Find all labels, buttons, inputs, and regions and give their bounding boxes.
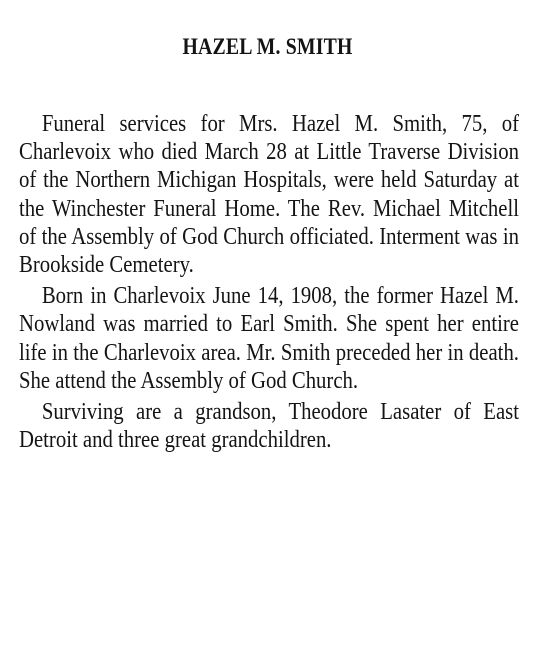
paragraph-biography: Born in Charlevoix June 14, 1908, the former Hazel M. Nowland was married to Earl Smith. She spent her entire life in the Charlevoix area. Mr. Smith preceded her in death. She attend the Assembly of God Church. [19,282,519,394]
paragraph-survivors: Surviving are a grandson, Theodore Lasater of East Detroit and three great grandchildren. [19,398,519,454]
paragraph-funeral-services: Funeral services for Mrs. Hazel M. Smith, 75, of Charlevoix who died March 28 at Little Traverse Division of the Northern Michigan Hospitals, were held Saturday at the Winchester Funeral Home. The Rev. Michael Mitchell of the Assembly of God Church officiated. Interment was in Brookside Cemetery. [19,110,519,279]
obituary-headline: HAZEL M. SMITH [182,34,353,59]
obituary-body [19,110,519,457]
